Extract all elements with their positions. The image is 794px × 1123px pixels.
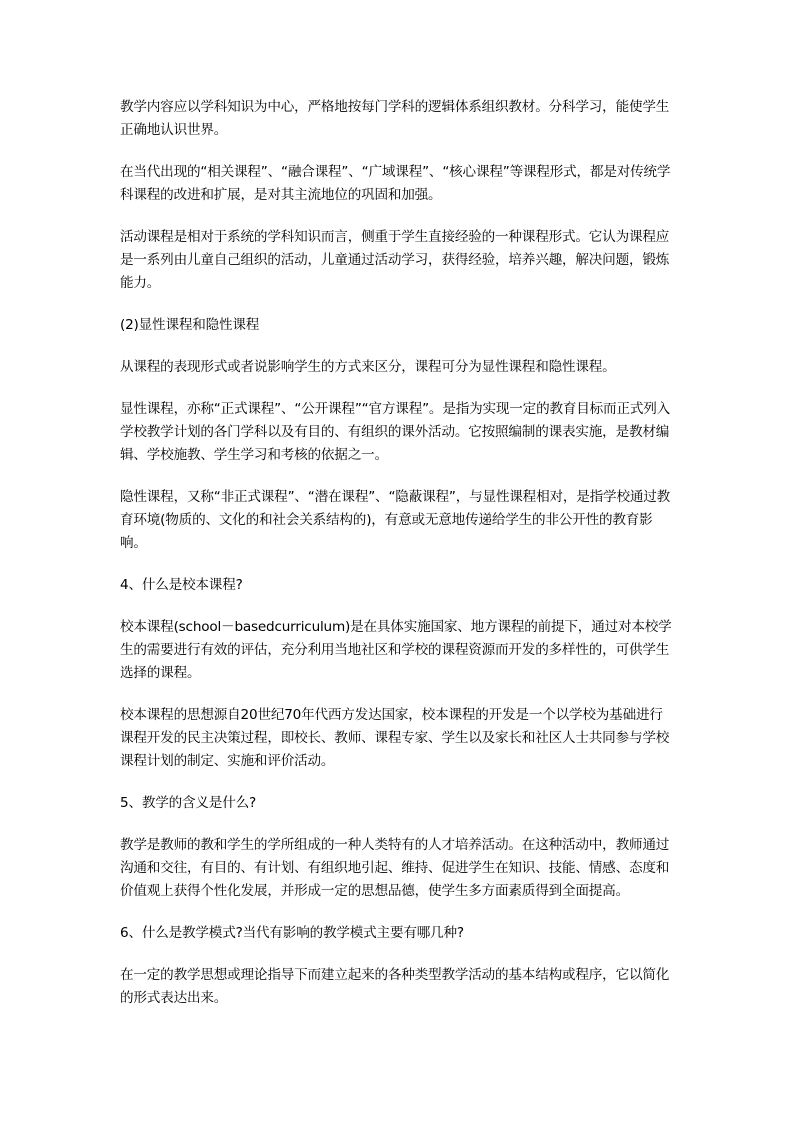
paragraph-curriculum-forms: 在当代出现的“相关课程”、“融合课程”、“广域课程”、“核心课程”等课程形式，都是对传统学科课程的改进和扩展，是对其主流地位的巩固和加强。 [120,164,671,203]
heading-question-6: 6、什么是教学模式?当代有影响的教学模式主要有哪几种? [120,925,464,941]
heading-explicit-implicit: (2)显性课程和隐性课程 [120,317,260,333]
paragraph-school-based-origin: 校本课程的思想源自20世纪70年代西方发达国家，校本课程的开发是一个以学校为基础进行课程开发的民主决策过程，即校长、教师、课程专家、学生以及家长和社区人士共同参与学校课程计划的制定、实施和评价活动。 [120,707,670,769]
heading-question-5: 5、教学的含义是什么? [120,795,257,811]
heading-question-4: 4、什么是校本课程? [120,577,243,593]
paragraph-teaching-meaning: 教学是教师的教和学生的学所组成的一种人类特有的人才培养活动。在这种活动中，教师通过沟通和交往，有目的、有计划、有组织地引起、维持、促进学生在知识、技能、情感、态度和价值观上获得个性化发展，并形成一定的思想品德，使学生多方面素质得到全面提高。 [120,837,670,899]
paragraph-classification: 从课程的表现形式或者说影响学生的方式来区分，课程可分为显性课程和隐性课程。 [120,359,616,375]
paragraph-teaching-model: 在一定的教学思想或理论指导下而建立起来的各种类型教学活动的基本结构或程序，它以简化的形式表达出来。 [120,967,670,1006]
paragraph-subject-curriculum: 教学内容应以学科知识为中心，严格地按每门学科的逻辑体系组织教材。分科学习，能使学生正确地认识世界。 [120,99,670,138]
paragraph-explicit-curriculum: 显性课程，亦称“正式课程”、“公开课程”“官方课程”。是指为实现一定的教育目标而正式列入学校教学计划的各门学科以及有目的、有组织的课外活动。它按照编制的课表实施，是教材编辑、学校施教、学生学习和考核的依据之一。 [120,401,671,463]
document-page [120,96,675,1029]
paragraph-implicit-curriculum: 隐性课程，又称“非正式课程”、“潜在课程”、“隐蔽课程”，与显性课程相对，是指学校通过教育环境(物质的、文化的和社会关系结构的)，有意或无意地传递给学生的非公开性的教育影响。 [120,489,671,551]
paragraph-school-based-definition: 校本课程(school－basedcurriculum)是在具体实施国家、地方课程的前提下，通过对本校学生的需要进行有效的评估，充分利用当地社区和学校的课程资源而开发的多样性的，可供学生选择的课程。 [120,619,672,681]
paragraph-activity-curriculum: 活动课程是相对于系统的学科知识而言，侧重于学生直接经验的一种课程形式。它认为课程应是一系列由儿童自己组织的活动，儿童通过活动学习，获得经验，培养兴趣，解决问题，锻炼能力。 [120,229,670,291]
